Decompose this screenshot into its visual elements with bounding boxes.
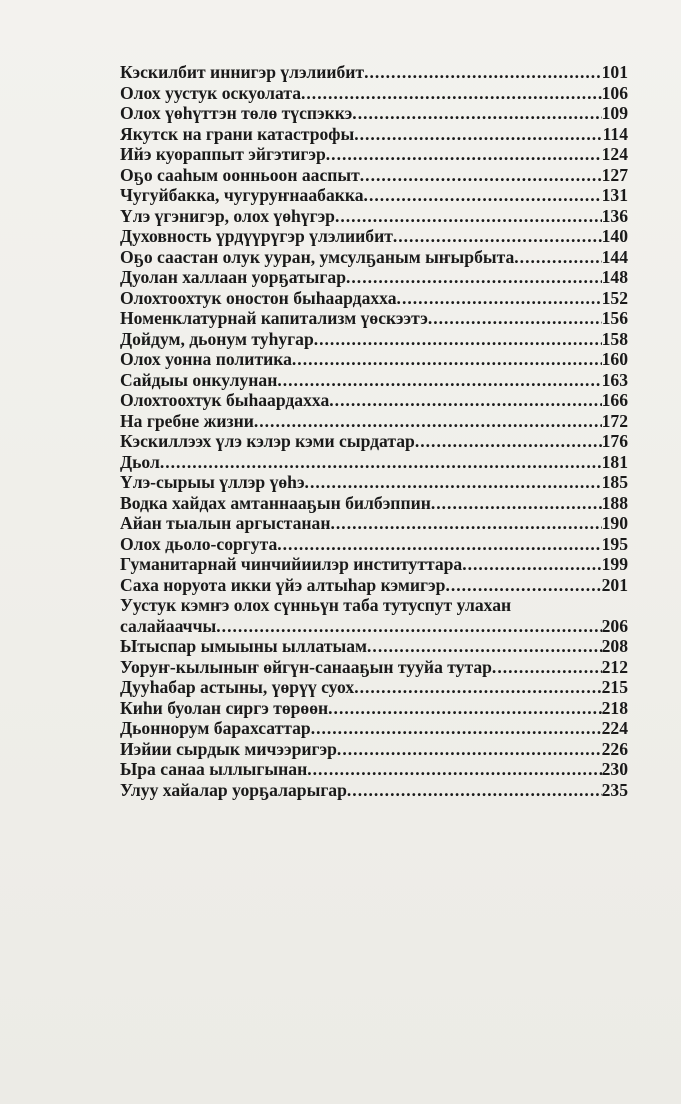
toc-entry-title: Киһи буолан сиргэ төрөөн bbox=[120, 697, 329, 718]
toc-entry-title: Улуу хайалар уорҕаларыгар bbox=[120, 779, 347, 800]
dot-leader bbox=[216, 616, 601, 637]
toc-entry-title: Водка хайдах амтаннааҕын билбэппин bbox=[120, 492, 431, 513]
toc-entry-page: 218 bbox=[601, 697, 628, 718]
dot-leader bbox=[160, 452, 602, 473]
toc-entry-title: Айан тыалын аргыстанан bbox=[120, 513, 331, 533]
toc-entry-page: 163 bbox=[601, 369, 628, 390]
toc-entry bbox=[120, 780, 628, 801]
toc-entry bbox=[120, 62, 628, 83]
toc-entry bbox=[120, 718, 628, 739]
toc-entry bbox=[120, 329, 628, 350]
toc-entry-title: Дьол bbox=[120, 451, 160, 472]
toc-entry-title: Иэйии сырдык мичээригэр bbox=[120, 738, 337, 759]
toc-entry bbox=[120, 390, 628, 411]
dot-leader bbox=[431, 493, 602, 514]
dot-leader bbox=[277, 370, 601, 391]
toc-entry bbox=[120, 493, 628, 514]
toc-entry-page: 160 bbox=[601, 349, 628, 369]
toc-entry-title: Олох дьоло-соргута bbox=[120, 533, 278, 554]
dot-leader bbox=[352, 103, 601, 124]
toc-entry bbox=[120, 267, 628, 288]
toc-entry bbox=[120, 534, 628, 555]
toc-entry-page: 158 bbox=[601, 328, 628, 349]
toc-entry-title: Гуманитарнай чинчийиилэр институттара bbox=[120, 554, 463, 574]
toc-entry-title: Дойдум, дьонум туһугар bbox=[120, 328, 314, 349]
toc-entry bbox=[120, 103, 628, 124]
toc-entry-title: Ытыспар ымыыны ыллатыам bbox=[120, 636, 368, 656]
toc-entry-title: Саха норуота икки үйэ алтыһар кэмигэр bbox=[120, 574, 446, 595]
toc-entry bbox=[120, 554, 628, 575]
toc-entry-title: Сайдыы онкулунан bbox=[120, 369, 278, 390]
toc-entry-page: 208 bbox=[601, 636, 628, 656]
toc-entry-title: Олох уонна политика bbox=[120, 349, 292, 369]
dot-leader bbox=[354, 124, 602, 145]
toc-entry-page: 131 bbox=[601, 185, 628, 205]
dot-leader bbox=[328, 698, 601, 719]
toc-entry-page: 190 bbox=[601, 513, 628, 533]
toc-entry-title: Уоруҥ-кылыныҥ өйгүн-санааҕын тууйа тутар bbox=[120, 656, 492, 677]
toc-entry-title: Дьоннорум барахсаттар bbox=[120, 718, 311, 738]
toc-entry-title: На гребне жизни bbox=[120, 410, 254, 431]
toc-entry bbox=[120, 595, 628, 636]
toc-entry-title: Оҕо сааһым оонньоон ааспыт bbox=[120, 164, 360, 185]
dot-leader bbox=[307, 759, 601, 780]
toc-entry-page: 235 bbox=[601, 779, 628, 800]
table-of-contents bbox=[120, 62, 628, 800]
toc-entry bbox=[120, 411, 628, 432]
toc-entry-page: 124 bbox=[601, 144, 628, 164]
toc-entry bbox=[120, 698, 628, 719]
dot-leader bbox=[314, 329, 602, 350]
toc-entry-title: салайааччы bbox=[120, 615, 217, 636]
dot-leader bbox=[397, 288, 602, 309]
dot-leader bbox=[364, 62, 602, 83]
toc-entry-page: 215 bbox=[601, 677, 628, 697]
toc-entry-page: 230 bbox=[601, 759, 628, 779]
toc-entry-page: 144 bbox=[601, 246, 628, 267]
toc-entry-line2 bbox=[120, 616, 628, 637]
toc-entry-title: Олохтоохтук быһаардахха bbox=[120, 390, 330, 410]
dot-leader bbox=[337, 739, 602, 760]
toc-entry-page: 224 bbox=[601, 718, 628, 738]
toc-entry-page: 206 bbox=[601, 615, 628, 636]
toc-entry-page: 106 bbox=[601, 82, 628, 103]
dot-leader bbox=[415, 431, 602, 452]
toc-entry-title: Дуолан халлаан уорҕатыгар bbox=[120, 267, 346, 287]
toc-entry-page: 114 bbox=[602, 123, 628, 144]
toc-entry bbox=[120, 513, 628, 534]
toc-entry-page: 156 bbox=[601, 308, 628, 328]
toc-entry-page: 152 bbox=[601, 287, 628, 308]
toc-entry bbox=[120, 431, 628, 452]
dot-leader bbox=[305, 472, 602, 493]
toc-entry-page: 181 bbox=[601, 451, 628, 472]
toc-entry-title: Чугуйбакка, чугуруҥнаабакка bbox=[120, 185, 364, 205]
toc-entry bbox=[120, 124, 628, 145]
toc-entry-page: 101 bbox=[601, 62, 628, 82]
dot-leader bbox=[326, 144, 602, 165]
dot-leader bbox=[393, 226, 602, 247]
toc-entry-title: Дууһабар астыны, үөрүү суох bbox=[120, 677, 355, 697]
toc-entry bbox=[120, 370, 628, 391]
toc-entry-page: 136 bbox=[601, 205, 628, 226]
dot-leader bbox=[301, 83, 602, 104]
toc-entry-title: Духовность үрдүүрүгэр үлэлиибит bbox=[120, 226, 393, 246]
toc-entry bbox=[120, 247, 628, 268]
toc-entry bbox=[120, 185, 628, 206]
toc-entry-title: Олох үөһүттэн төлө түспэккэ bbox=[120, 103, 353, 123]
dot-leader bbox=[367, 636, 602, 657]
toc-entry bbox=[120, 739, 628, 760]
toc-entry-page: 140 bbox=[601, 226, 628, 246]
toc-entry bbox=[120, 636, 628, 657]
toc-entry bbox=[120, 206, 628, 227]
dot-leader bbox=[292, 349, 602, 370]
toc-entry-title: Оҕо саастан олук ууран, умсулҕаным ыҥырбыта bbox=[120, 246, 515, 267]
dot-leader bbox=[311, 718, 602, 739]
dot-leader bbox=[346, 267, 602, 288]
toc-entry bbox=[120, 472, 628, 493]
toc-entry-title-line1: Уустук кэмҥэ олох сүнньүн таба тутуспут улахан bbox=[120, 595, 512, 615]
dot-leader bbox=[514, 247, 601, 268]
dot-leader bbox=[329, 390, 601, 411]
dot-leader bbox=[360, 165, 602, 186]
dot-leader bbox=[254, 411, 602, 432]
toc-entry-title: Олох уустук оскуолата bbox=[120, 82, 301, 103]
toc-entry-title: Ийэ куораппыт эйгэтигэр bbox=[120, 144, 326, 164]
toc-entry-page: 172 bbox=[601, 410, 628, 431]
toc-entry-title: Номенклатурнай капитализм үөскээтэ bbox=[120, 308, 428, 328]
toc-entry-page: 188 bbox=[601, 492, 628, 513]
toc-entry-title: Кэскиллээх үлэ кэлэр кэми сырдатар bbox=[120, 431, 415, 451]
toc-entry-title: Олохтоохтук оностон быһаардахха bbox=[120, 287, 397, 308]
toc-entry bbox=[120, 308, 628, 329]
toc-entry bbox=[120, 226, 628, 247]
dot-leader bbox=[354, 677, 601, 698]
dot-leader bbox=[445, 575, 601, 596]
toc-entry-page: 185 bbox=[601, 472, 628, 492]
toc-entry-page: 148 bbox=[601, 267, 628, 287]
toc-entry-page: 195 bbox=[601, 533, 628, 554]
toc-entry bbox=[120, 83, 628, 104]
toc-entry-page: 166 bbox=[601, 390, 628, 410]
toc-entry bbox=[120, 575, 628, 596]
toc-entry bbox=[120, 349, 628, 370]
dot-leader bbox=[492, 657, 602, 678]
toc-entry-page: 226 bbox=[601, 738, 628, 759]
toc-entry bbox=[120, 144, 628, 165]
toc-entry-title: Кэскилбит иннигэр үлэлиибит bbox=[120, 62, 365, 82]
dot-leader bbox=[347, 780, 602, 801]
toc-entry bbox=[120, 759, 628, 780]
dot-leader bbox=[462, 554, 601, 575]
toc-entry bbox=[120, 657, 628, 678]
toc-entry bbox=[120, 165, 628, 186]
toc-entry-title: Ыра санаа ыллыгынан bbox=[120, 759, 308, 779]
dot-leader bbox=[277, 534, 601, 555]
toc-entry-page: 212 bbox=[601, 656, 628, 677]
toc-entry bbox=[120, 288, 628, 309]
dot-leader bbox=[335, 206, 602, 227]
toc-entry-page: 176 bbox=[601, 431, 628, 451]
dot-leader bbox=[364, 185, 602, 206]
dot-leader bbox=[428, 308, 602, 329]
toc-entry-title: Үлэ-сырыы үллэр үөһэ bbox=[120, 472, 305, 492]
toc-entry-page: 109 bbox=[601, 103, 628, 123]
dot-leader bbox=[331, 513, 602, 534]
toc-entry bbox=[120, 677, 628, 698]
toc-entry-page: 199 bbox=[601, 554, 628, 574]
toc-entry-page: 127 bbox=[601, 164, 628, 185]
toc-entry bbox=[120, 452, 628, 473]
toc-entry-page: 201 bbox=[601, 574, 628, 595]
toc-entry-title: Якутск на грани катастрофы bbox=[120, 123, 355, 144]
toc-entry-title: Үлэ үгэнигэр, олох үөһүгэр bbox=[120, 205, 335, 226]
